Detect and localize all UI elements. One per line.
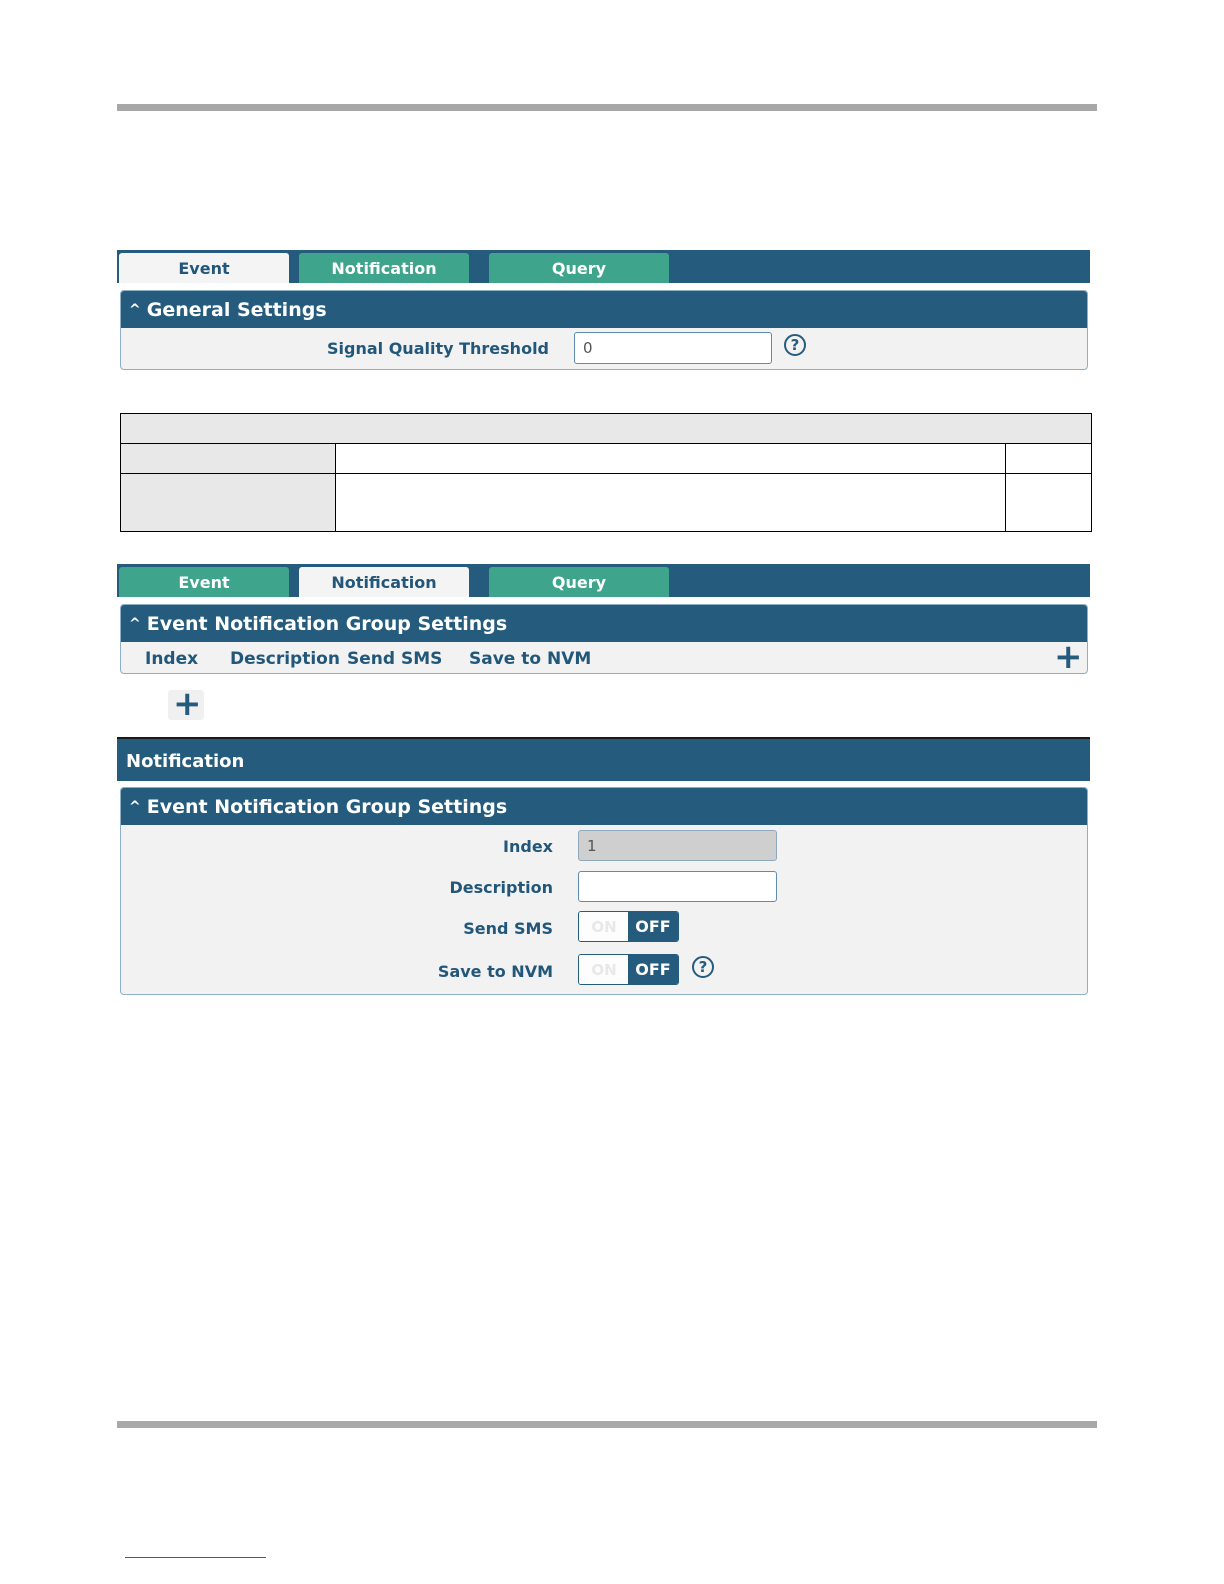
plus-icon: +	[173, 684, 202, 724]
group-list-panel	[120, 604, 1088, 674]
save-to-nvm-toggle[interactable]	[578, 954, 679, 985]
tab-notification[interactable]: Notification	[299, 253, 469, 283]
general-settings-panel	[120, 290, 1088, 370]
column-header-index: Index	[145, 649, 199, 669]
tab-event[interactable]: Event	[119, 567, 289, 597]
toggle-on-label: ON	[579, 912, 629, 941]
index-input	[578, 830, 777, 861]
signal-quality-label: Signal Quality Threshold	[327, 339, 549, 358]
send-sms-label: Send SMS	[463, 919, 553, 938]
footer-link-underline	[125, 1557, 266, 1558]
table-column-header	[121, 444, 336, 474]
chevron-up-icon[interactable]: ^	[129, 616, 141, 632]
signal-quality-input[interactable]	[574, 332, 772, 364]
toggle-off-label: OFF	[628, 912, 678, 941]
tab-bar-middle	[117, 564, 1090, 597]
window-title: Notification	[126, 751, 245, 772]
send-sms-toggle[interactable]	[578, 911, 679, 942]
toggle-off-label: OFF	[628, 955, 678, 984]
blank-table	[120, 413, 1092, 532]
help-icon[interactable]: ?	[784, 334, 806, 356]
panel-title: General Settings	[146, 299, 327, 321]
tab-notification[interactable]: Notification	[299, 567, 469, 597]
tab-query[interactable]: Query	[489, 567, 669, 597]
table-cell	[121, 474, 336, 531]
bottom-rule	[117, 1421, 1097, 1428]
panel-title: Event Notification Group Settings	[146, 613, 508, 635]
save-to-nvm-label: Save to NVM	[437, 962, 553, 981]
table-column-header	[336, 444, 1006, 474]
tab-query[interactable]: Query	[489, 253, 669, 283]
description-label: Description	[449, 878, 553, 897]
tab-bar-top	[117, 250, 1090, 283]
chevron-up-icon[interactable]: ^	[129, 799, 141, 815]
table-header-row	[121, 414, 1091, 444]
column-header-save-to-nvm: Save to NVM	[469, 649, 592, 669]
column-header-description: Description	[230, 649, 340, 669]
group-settings-panel	[120, 787, 1088, 995]
toggle-on-label: ON	[579, 955, 629, 984]
help-icon[interactable]: ?	[692, 956, 714, 978]
index-label: Index	[503, 837, 553, 856]
panel-header[interactable]	[121, 291, 1087, 328]
top-rule	[117, 104, 1097, 111]
panel-title: Event Notification Group Settings	[146, 796, 508, 818]
panel-header[interactable]	[121, 605, 1087, 642]
notification-window-header	[117, 737, 1090, 781]
description-input[interactable]	[578, 871, 777, 902]
tab-event[interactable]: Event	[119, 253, 289, 283]
table-cell	[336, 474, 1006, 531]
chevron-up-icon[interactable]: ^	[129, 302, 141, 318]
add-row-icon[interactable]: +	[1054, 637, 1083, 674]
add-group-button[interactable]	[168, 684, 204, 724]
panel-header[interactable]	[121, 788, 1087, 825]
table-column-header	[1006, 444, 1091, 474]
column-header-send-sms: Send SMS	[347, 649, 443, 669]
